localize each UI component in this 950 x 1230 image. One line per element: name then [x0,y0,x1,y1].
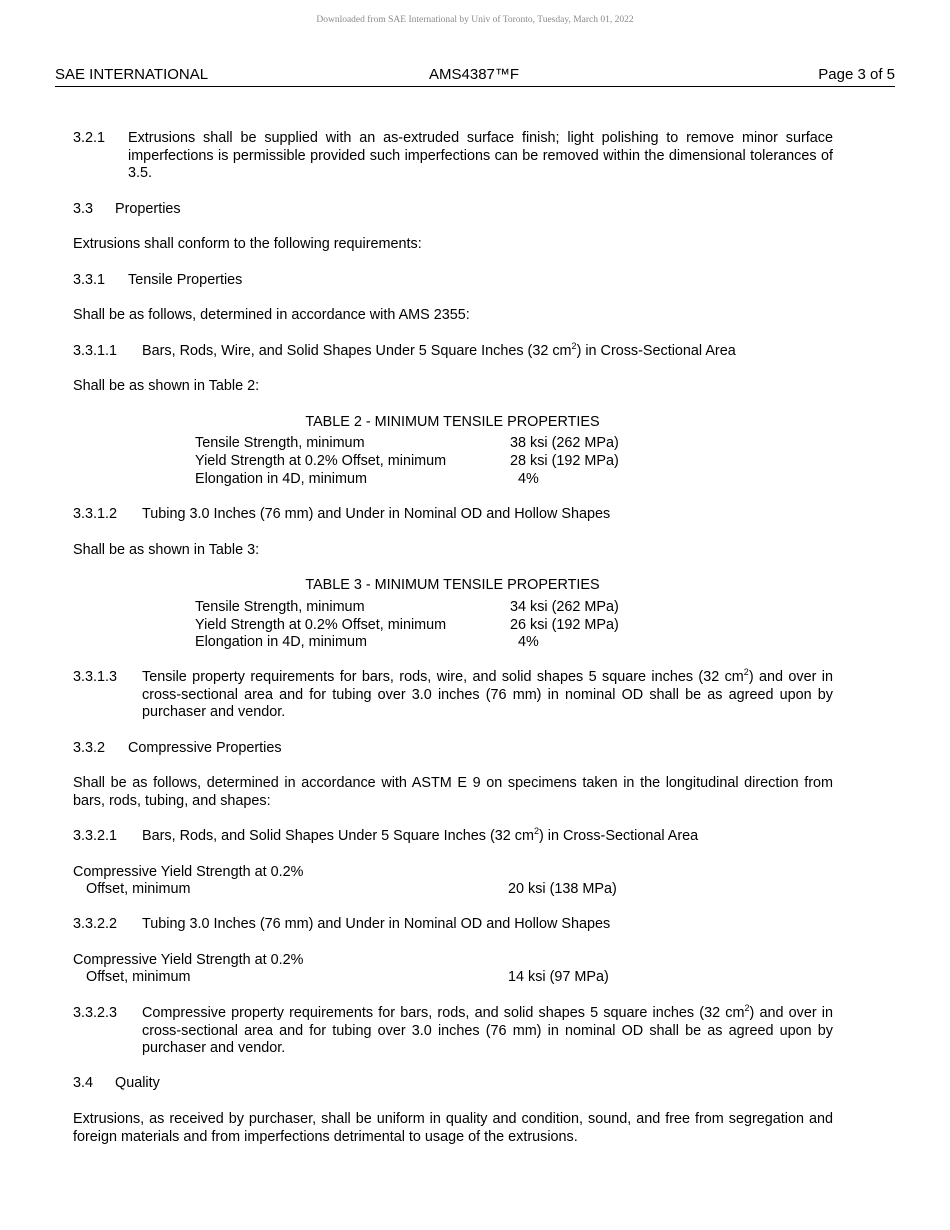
section-3-3-2-title: Compressive Properties [128,740,282,756]
table-2-title: TABLE 2 - MINIMUM TENSILE PROPERTIES [305,414,600,430]
header-organization: SAE INTERNATIONAL [55,66,209,83]
section-3-3-2-number: 3.3.2 [73,740,106,756]
section-3-2-1-number: 3.2.1 [73,130,106,146]
section-3-3-1-intro: Shall be as follows, determined in accordance with AMS 2355: [73,307,470,323]
download-notice: Downloaded from SAE International by Univ of Toronto, Tuesday, March 01, 2022 [316,15,634,25]
table-3-label-elongation: Elongation in 4D, minimum [195,634,367,650]
section-3-4-title: Quality [115,1075,160,1091]
section-3-3-1-3-number: 3.3.1.3 [73,669,118,685]
table-3-value-tensile: 34 ksi (262 MPa) [510,599,619,615]
section-3-3-1-1-title: Bars, Rods, Wire, and Solid Shapes Under 5 Square Inches (32 $cm^2$) in Cross-Sectional Area [142,341,736,359]
section-3-4-text: Extrusions, as received by purchaser, shall be uniform in quality and condition, sound, and free from segregation and foreign materials and from imperfections detrimental to usage of the extrusions. [73,1111,833,1145]
section-3-3-2-1-requirement-line-2: Offset, minimum [86,881,191,897]
section-3-3-1-1-intro: Shall be as shown in Table 2: [73,378,260,394]
table-2-label-elongation: Elongation in 4D, minimum [195,471,367,487]
section-3-3-2-1-requirement-value: 20 ksi (138 MPa) [508,881,617,897]
section-3-3-2-2-requirement-line-2: Offset, minimum [86,969,191,985]
table-2-label-tensile: Tensile Strength, minimum [195,435,365,451]
section-3-3-1-2-intro: Shall be as shown in Table 3: [73,542,260,558]
section-3-3-1-2-number: 3.3.1.2 [73,506,118,522]
section-3-3-intro: Extrusions shall conform to the following requirements: [73,236,422,252]
table-3-label-tensile: Tensile Strength, minimum [195,599,365,615]
section-3-3-1-3-text: Tensile property requirements for bars, rods, wire, and solid shapes 5 square inches (32 $cm^2$) and over in cross-sectional area and for tubing over 3.0 inches (76 mm) in nominal OD shall be as agreed upon by purchaser and vendor. [142,667,833,720]
table-3-label-yield: Yield Strength at 0.2% Offset, minimum [195,617,447,633]
table-2-value-elongation: 4% [518,471,539,487]
section-3-2-1-text: Extrusions shall be supplied with an as-extruded surface finish; light polishing to remove minor surface imperfections is permissible provided such imperfections can be removed within the dimensional tolerances of 3.5. [128,130,833,181]
section-3-3-1-2-title: Tubing 3.0 Inches (76 mm) and Under in Nominal OD and Hollow Shapes [142,506,611,522]
section-3-3-2-1-title: Bars, Rods, and Solid Shapes Under 5 Square Inches (32 $cm^2$) in Cross-Sectional Area [142,826,699,844]
section-3-3-2-3-number: 3.3.2.3 [73,1005,118,1021]
section-3-3-2-2-number: 3.3.2.2 [73,916,118,932]
table-3-value-yield: 26 ksi (192 MPa) [510,617,619,633]
section-3-3-2-3-text: Compressive property requirements for bars, rods, and solid shapes 5 square inches (32 $cm^2$) and over in cross-sectional area and for tubing over 3.0 inches (76 mm) in nominal OD shall be as agreed upon by purchaser and vendor. [142,1003,834,1056]
header-page-number: Page 3 of 5 [818,66,895,83]
section-3-3-1-title: Tensile Properties [128,272,243,288]
section-3-3-1-1-number: 3.3.1.1 [73,343,118,359]
section-3-3-2-2-requirement-line-1: Compressive Yield Strength at 0.2% [73,952,304,968]
section-3-3-2-1-requirement-line-1: Compressive Yield Strength at 0.2% [73,864,304,880]
table-3-title: TABLE 3 - MINIMUM TENSILE PROPERTIES [305,577,600,593]
header-rule [55,86,895,87]
table-2-value-tensile: 38 ksi (262 MPa) [510,435,619,451]
section-3-3-2-1-number: 3.3.2.1 [73,828,118,844]
section-3-4-number: 3.4 [73,1075,94,1091]
section-3-3-2-2-title: Tubing 3.0 Inches (76 mm) and Under in Nominal OD and Hollow Shapes [142,916,611,932]
section-3-3-number: 3.3 [73,201,94,217]
section-3-3-title: Properties [115,201,181,217]
header-document-number: AMS4387™F [429,66,520,83]
section-3-3-2-intro: Shall be as follows, determined in accordance with ASTM E 9 on specimens taken in the longitudinal direction from bars, rods, tubing, and shapes: [73,775,833,809]
section-3-3-1-number: 3.3.1 [73,272,106,288]
table-3-value-elongation: 4% [518,634,539,650]
table-2-value-yield: 28 ksi (192 MPa) [510,453,619,469]
section-3-3-2-2-requirement-value: 14 ksi (97 MPa) [508,969,609,985]
table-2-label-yield: Yield Strength at 0.2% Offset, minimum [195,453,447,469]
